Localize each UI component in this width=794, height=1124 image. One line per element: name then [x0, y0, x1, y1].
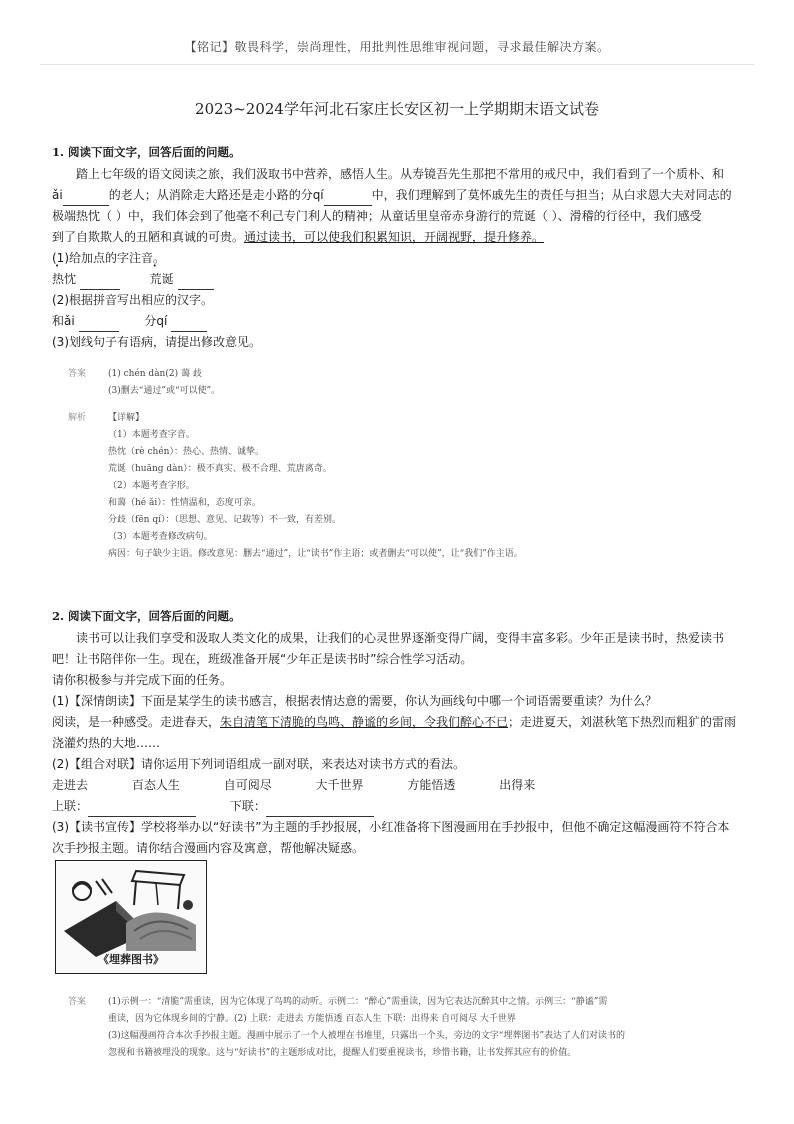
- q2-task1-underlined: 朱自清笔下清脆的鸟鸣、静谧的乡间，令我们醉心不已: [220, 715, 509, 729]
- q1-flawed-sentence: 通过读书，可以使我们积累知识，开阔视野，提升修养。: [244, 230, 545, 244]
- q1-word-rechen: 热忱: [52, 272, 77, 286]
- q1-word-huangdan: 荒诞: [149, 272, 174, 286]
- answer-1-label: 答案: [68, 369, 87, 379]
- q1-sub1: (1)给加点的字注音。: [52, 251, 165, 265]
- answer-2-label: 答案: [68, 997, 87, 1007]
- q2-passage-line2: 吧！让书陪伴你一生。现在，班级准备开展“少年正是读书时”综合性学习活动。: [52, 652, 473, 666]
- answer-2-line: (3)这幅漫画符合本次手抄报主题。漫画中展示了一个人被埋在书堆里，只露出一个头，旁边的文字“埋葬图书”表达了人们对读书的: [108, 1031, 625, 1041]
- answer-2-line: 忽视和书籍被埋没的现象。这与“好读书”的主题形成对比，提醒人们要重视读书，珍惜书籍，让书发挥其应有的价值。: [108, 1048, 577, 1058]
- q1-answer-heai[interactable]: [79, 317, 119, 332]
- q1-sub1-answers: [52, 269, 742, 290]
- cartoon-caption: 《埋葬图书》: [98, 953, 164, 966]
- answer-2-line: (1)示例一：“清脆”需重读，因为它体现了鸟鸣的动听。示例二：“醉心”需重读，因为它表达沉醉其中之情。示例三：“静谧”需: [108, 997, 608, 1007]
- page-title: 2023~2024学年河北石家庄长安区初一上学期期末语文试卷: [195, 100, 599, 118]
- question-1: [52, 142, 742, 353]
- q1-word-fenqi: 分qí: [144, 314, 168, 328]
- analysis-1-line: 和蔼（hé ǎi）：性情温和，态度可亲。: [108, 498, 261, 508]
- q2-task1-quote: [52, 712, 742, 733]
- q1-passage-line4: [52, 227, 742, 248]
- q2-lower-blank[interactable]: [266, 802, 374, 817]
- analysis-1-body: [108, 410, 748, 563]
- q2-upper-blank[interactable]: [88, 802, 196, 817]
- analysis-1-label: 解析: [68, 413, 87, 423]
- analysis-1-line: 【详解】: [108, 413, 145, 423]
- analysis-1-line: 病因：句子缺少主语。修改意见：删去“通过”，让“读书”作主语；或者删去“可以使”，让“我们”作主语。: [108, 549, 523, 559]
- q2-word-list: [52, 775, 742, 796]
- q1-sub2: (2)根据拼音写出相应的汉字。: [52, 293, 213, 307]
- q1-answer-rechen[interactable]: [80, 275, 120, 290]
- q2-word: 大千世界: [315, 778, 364, 792]
- q2-task3-line2: 次手抄报主题。请你结合漫画内容及寓意，帮他解决疑惑。: [52, 841, 365, 855]
- q1-passage-line4-start: 到了自欺欺人的丑陋和真诚的可贵。: [52, 230, 245, 244]
- q2-task2: (2)【组合对联】请你运用下列词语组成一副对联，来表达对读书方式的看法。: [52, 757, 466, 771]
- q1-blank-ai[interactable]: [63, 191, 109, 206]
- q2-task1: (1)【深情朗读】下面是某学生的读书感言，根据表情达意的需要，你认为画线句中哪一个词语需要重读？为什么？: [52, 694, 658, 708]
- q2-couplet-answers: [52, 796, 742, 817]
- answer-1: [68, 366, 748, 566]
- q1-answer-huangdan[interactable]: [178, 275, 214, 290]
- analysis-1-line: （1）本题考查字音。: [108, 430, 195, 440]
- question-1-heading: 1. 阅读下面文字，回答后面的问题。: [52, 145, 241, 159]
- q2-task1-quote-start: 阅读，是一种感受。走进春天，: [52, 715, 221, 729]
- analysis-1-line: 荒诞（huāng dàn）：极不真实、极不合理、荒唐离奇。: [108, 464, 332, 474]
- q1-passage-line1: 踏上七年级的语文阅读之旅，我们汲取书中营养，感悟人生。从寿镜吾先生那把不常用的戒尺中，我们看到了一个质朴、和: [76, 167, 725, 181]
- q2-passage-line3: 请你积极参与并完成下面的任务。: [52, 673, 233, 687]
- answer-1-line2: (3)删去“通过”或“可以使”。: [108, 386, 221, 396]
- q2-passage-line1: 读书可以让我们享受和汲取人类文化的成果，让我们的心灵世界逐渐变得广阔，变得丰富多彩。少年正是读书时，热爱读书: [76, 631, 725, 645]
- answer-2-body: [108, 994, 748, 1062]
- q2-lower-label: 下联：: [229, 799, 266, 813]
- analysis-1-line: （2）本题考查字形。: [108, 481, 195, 491]
- analysis-1-line: （3）本题考查修改病句。: [108, 532, 213, 542]
- question-2: [52, 606, 742, 859]
- cartoon-image: [55, 860, 207, 974]
- answer-2: [68, 994, 748, 1074]
- q1-sub2-answers: [52, 311, 742, 332]
- q1-word-heai: 和ǎi: [52, 314, 75, 328]
- header-divider: [40, 64, 754, 65]
- q2-task1-quote-mid: ；走进夏天，刘湛秋笔下热烈而粗犷的雷雨: [508, 715, 737, 729]
- q2-word: 百态人生: [131, 778, 180, 792]
- motto: 【铭记】敬畏科学，崇尚理性，用批判性思维审视问题，寻求最佳解决方案。: [184, 40, 610, 54]
- q2-word: 出得来: [499, 778, 536, 792]
- q2-word: 自可阅尽: [223, 778, 272, 792]
- q1-passage-line2-mid: 的老人；从消除走大路还是走小路的分qí: [108, 188, 324, 202]
- q1-passage-line2-end: 中，我们理解到了莫怀戚先生的责任与担当；从白求恩大夫对同志的: [371, 188, 732, 202]
- q2-word: 走进去: [52, 778, 89, 792]
- q1-pinyin-ai: ǎi: [52, 188, 63, 202]
- analysis-1-line: 热忱（rè chén）：热心、热情、诚挚。: [108, 447, 264, 457]
- q2-word: 方能悟透: [407, 778, 456, 792]
- q2-upper-label: 上联：: [52, 799, 89, 813]
- answer-1-body: [108, 366, 748, 400]
- q1-passage-line2: [52, 185, 742, 206]
- q1-blank-qi[interactable]: [324, 191, 372, 206]
- analysis-1-line: 分歧（fēn qí）：（思想、意见、记载等）不一致，有差别。: [108, 515, 341, 525]
- question-2-heading: 2. 阅读下面文字，回答后面的问题。: [52, 609, 241, 623]
- q2-task3-line1: (3)【读书宣传】学校将举办以“好读书”为主题的手抄报展，小红准备将下图漫画用在手抄报中，但他不确定这幅漫画符不符合本: [52, 820, 730, 834]
- q2-task1-quote-end: 浇灌灼热的大地……: [52, 736, 161, 750]
- answer-1-line1: (1) chén dàn(2) 蔼 歧: [108, 369, 202, 379]
- q1-sub3: (3)划线句子有语病，请提出修改意见。: [52, 335, 261, 349]
- q1-answer-fenqi[interactable]: [171, 317, 207, 332]
- q1-passage-line3: 极端热忱（ ）中，我们体会到了他毫不利己专门利人的精神；从童话里皇帝赤身游行的荒诞（ ）、滑稽的行径中，我们感受: [52, 209, 702, 223]
- answer-2-line: 重读，因为它体现乡间的宁静。(2) 上联：走进去 方能悟透 百态人生 下联：出得来 自可阅尽 大千世界: [108, 1014, 516, 1024]
